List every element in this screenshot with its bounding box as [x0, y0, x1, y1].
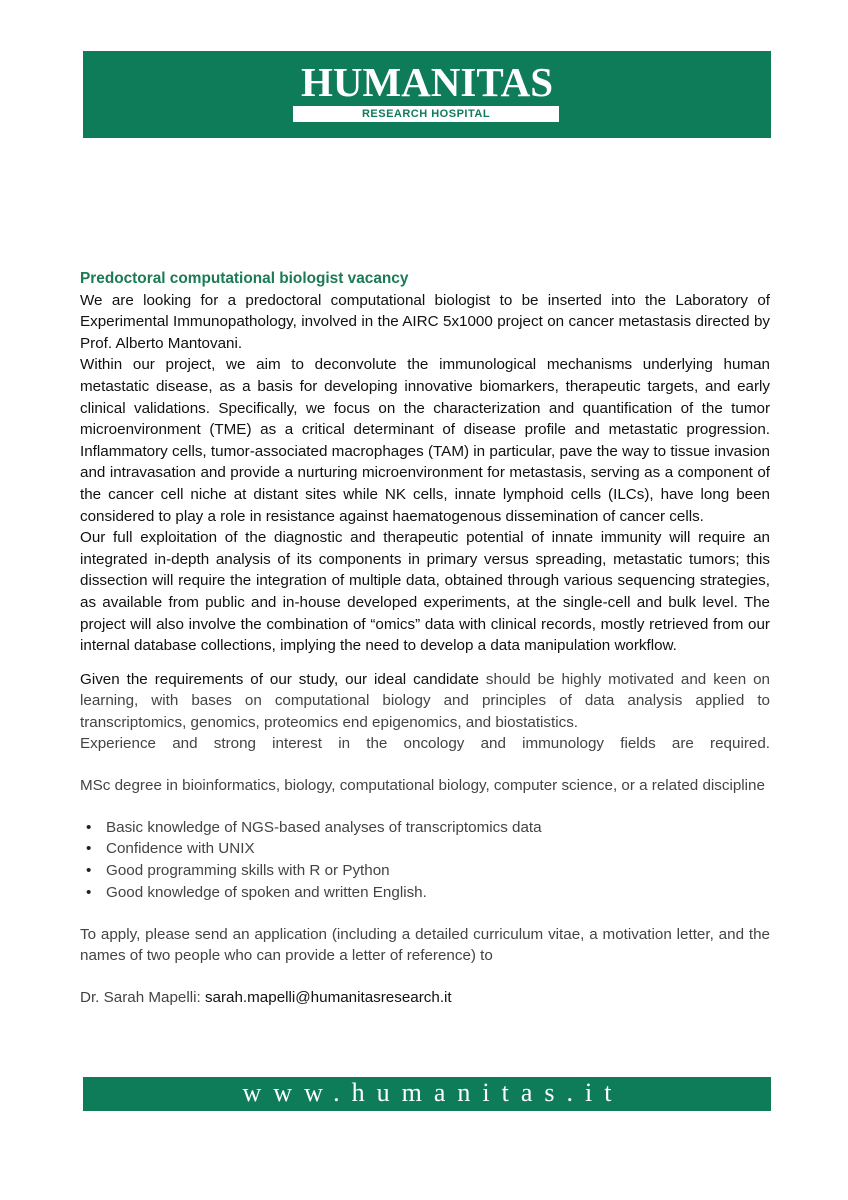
- experience-line: Experience and strong interest in the oncology and immunology fields are required.: [80, 735, 770, 753]
- bullet-icon: •: [86, 818, 92, 836]
- apply-paragraph: To apply, please send an application (including a detailed curriculum vitae, a motivation letter, and the names of two people who can provide a letter of reference) to: [80, 925, 770, 965]
- bullet-icon: •: [86, 862, 92, 880]
- candidate-paragraph: [80, 669, 770, 734]
- page-title: Predoctoral computational biologist vacancy: [80, 270, 409, 287]
- logo-subtitle: RESEARCH HOSPITAL: [293, 106, 559, 122]
- logo-wordmark: HUMANITAS: [300, 59, 554, 105]
- requirement-text: Good programming skills with R or Python: [106, 862, 390, 880]
- requirement-text: Basic knowledge of NGS-based analyses of transcriptomics data: [106, 818, 542, 836]
- contact-line: [80, 987, 770, 1009]
- list-item: [80, 882, 770, 904]
- project-paragraph: Within our project, we aim to deconvolute the immunological mechanisms underlying human metastatic disease, as a basis for developing innovative biomarkers, therapeutic targets, and early clinical validations. Specifically, we focus on the characterization and quantification of the tumor microenvironment (TME) as a critical determinant of disease profile and metastatic progression. Inflammatory cells, tumor-associated macrophages (TAM) in particular, pave the way to tissue invasion and intravasation and provide a nurturing microenvironment for metastasis, serving as a component of the cancer cell niche at distant sites while NK cells, innate lymphoid cells (ILCs), have long been considered to play a role in resistance against haematogenous dissemination of cancer cells.: [80, 356, 770, 525]
- requirement-text: Good knowledge of spoken and written English.: [106, 884, 427, 902]
- website-link[interactable]: www.humanitas.it: [242, 1078, 624, 1107]
- candidate-lead: Given the requirements of our study, our ideal candidate: [80, 670, 479, 688]
- degree-paragraph: MSc degree in bioinformatics, biology, computational biology, computer science, or a related discipline: [80, 777, 765, 795]
- candidate-rest: should be highly motivated and keen on learning, with bases on computational biology and principles of data analysis applied to transcriptomics, genomics, proteomics end epigenomics, and biostatistics.: [80, 670, 770, 731]
- list-item: [80, 817, 770, 839]
- requirements-list: [80, 817, 770, 904]
- bullet-icon: •: [86, 884, 92, 902]
- header-banner: [83, 51, 771, 138]
- bullet-icon: •: [86, 840, 92, 858]
- footer-banner: [83, 1077, 771, 1111]
- contact-name: Dr. Sarah Mapelli:: [80, 989, 205, 1007]
- analysis-paragraph: Our full exploitation of the diagnostic and therapeutic potential of innate immunity will require an integrated in-depth analysis of its components in primary versus spreading, metastatic tumors; this dissection will require the integration of multiple data, obtained through various sequencing strategies, as available from public and in-house developed experiments, at the single-cell and bulk level. The project will also involve the combination of “omics” data with clinical records, mostly retrieved from our internal database collections, implying the need to develop a data manipulation workflow.: [80, 529, 770, 655]
- contact-email-link[interactable]: sarah.mapelli@humanitasresearch.it: [204, 989, 452, 1007]
- list-item: [80, 838, 770, 860]
- intro-paragraph: We are looking for a predoctoral computational biologist to be inserted into the Laboratory of Experimental Immunopathology, involved in the AIRC 5x1000 project on cancer metastasis directed by Prof. Alberto Mantovani.: [80, 291, 770, 352]
- list-item: [80, 860, 770, 882]
- requirement-text: Confidence with UNIX: [106, 840, 255, 858]
- document-body: [80, 268, 770, 1009]
